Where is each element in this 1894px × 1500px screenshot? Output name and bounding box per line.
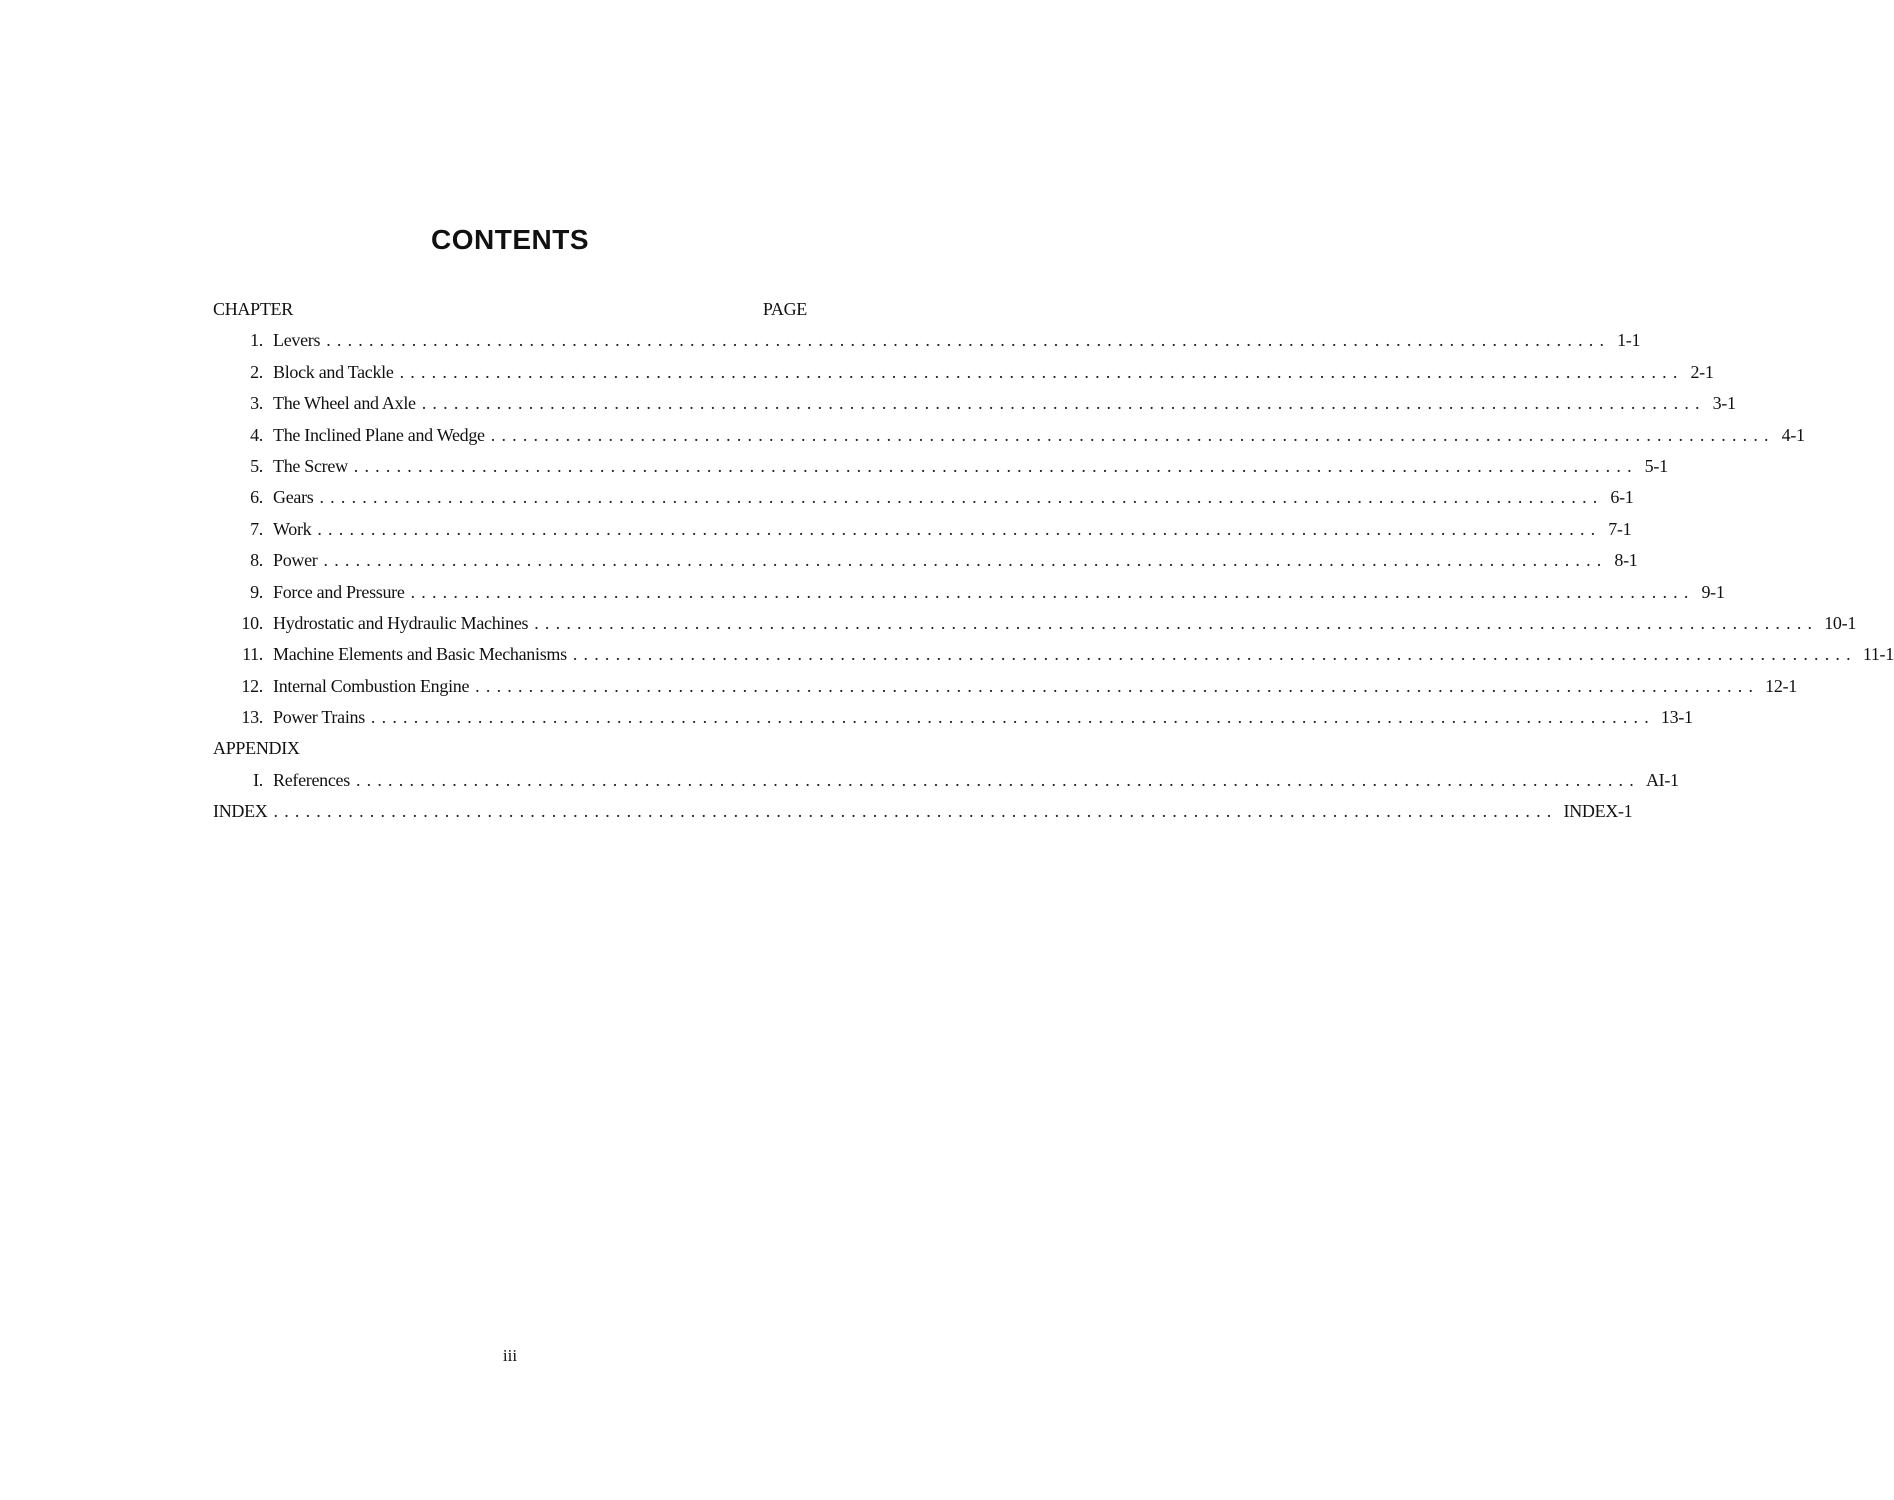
entry-title: Work: [273, 518, 312, 539]
index-label: INDEX: [213, 801, 268, 822]
entry-title: Levers: [273, 330, 321, 351]
dot-leader: ........................................................................................................................: [370, 707, 1655, 728]
page-column-header: PAGE: [762, 299, 807, 319]
entry-title: Power: [273, 550, 318, 571]
entry-page: 11-1: [1862, 644, 1894, 665]
index-entry[interactable]: [213, 796, 1633, 827]
dot-leader: ........................................................................................................................: [399, 361, 1684, 382]
entry-number: 9.: [250, 581, 263, 602]
toc-header-row: [213, 294, 807, 325]
dot-leader: ........................................................................................................................: [323, 550, 1608, 571]
page-title: CONTENTS: [431, 224, 589, 255]
entry-number: 10.: [241, 612, 263, 633]
entry-page: 1-1: [1617, 330, 1641, 351]
entry-title: The Screw: [273, 455, 348, 476]
entry-number: 1.: [250, 330, 263, 351]
appendix-label: APPENDIX: [213, 738, 300, 759]
toc-entry[interactable]: [213, 545, 1638, 576]
entry-title: The Wheel and Axle: [273, 393, 416, 414]
table-of-contents: [213, 294, 1894, 828]
toc-entry[interactable]: [213, 482, 1634, 513]
entry-page: AI-1: [1645, 769, 1679, 790]
entry-title: Power Trains: [273, 707, 365, 728]
entry-page: 13-1: [1660, 707, 1693, 728]
toc-entry[interactable]: [213, 608, 1857, 639]
entry-page: 10-1: [1824, 612, 1857, 633]
toc-entry[interactable]: [213, 325, 1641, 356]
entry-title: Hydrostatic and Hydraulic Machines: [273, 612, 529, 633]
dot-leader: ........................................................................................................................: [355, 769, 1640, 790]
entry-number: 11.: [242, 644, 263, 665]
entry-page: 3-1: [1712, 393, 1736, 414]
entry-title: Internal Combustion Engine: [273, 675, 470, 696]
entry-number: 2.: [250, 361, 263, 382]
entry-number: 3.: [250, 393, 263, 414]
entry-number: 6.: [250, 487, 263, 508]
toc-entry[interactable]: [213, 357, 1714, 388]
entry-title: Machine Elements and Basic Mechanisms: [273, 644, 567, 665]
entry-number: 13.: [241, 707, 263, 728]
dot-leader: ........................................................................................................................: [421, 393, 1706, 414]
dot-leader: ........................................................................................................................: [475, 675, 1760, 696]
toc-entry[interactable]: [213, 702, 1693, 733]
entry-number: 8.: [250, 550, 263, 571]
toc-entry[interactable]: [213, 388, 1736, 419]
dot-leader: ........................................................................................................................: [273, 801, 1558, 822]
dot-leader: ........................................................................................................................: [490, 424, 1775, 445]
entry-page: 6-1: [1610, 487, 1634, 508]
chapter-column-header: CHAPTER: [213, 299, 293, 319]
entry-number: I.: [253, 769, 263, 790]
entry-number: 5.: [250, 455, 263, 476]
entry-page: 4-1: [1781, 424, 1805, 445]
entry-number: 4.: [250, 424, 263, 445]
dot-leader: ........................................................................................................................: [353, 455, 1638, 476]
index-page: INDEX-1: [1563, 801, 1633, 822]
toc-entry[interactable]: [213, 671, 1797, 702]
entry-title: The Inclined Plane and Wedge: [273, 424, 485, 445]
entry-title: References: [273, 769, 350, 790]
toc-entry[interactable]: [213, 514, 1632, 545]
dot-leader: ........................................................................................................................: [326, 330, 1611, 351]
entry-number: 12.: [241, 675, 263, 696]
dot-leader: ........................................................................................................................: [319, 487, 1604, 508]
dot-leader: ........................................................................................................................: [317, 518, 1602, 539]
dot-leader: ........................................................................................................................: [534, 612, 1819, 633]
page-number: iii: [502, 1346, 518, 1365]
entry-title: Gears: [273, 487, 314, 508]
entry-page: 2-1: [1690, 361, 1714, 382]
dot-leader: ........................................................................................................................: [410, 581, 1695, 602]
entry-page: 12-1: [1765, 675, 1797, 696]
dot-leader: ........................................................................................................................: [572, 644, 1857, 665]
toc-entry[interactable]: [213, 451, 1668, 482]
toc-entry[interactable]: [213, 639, 1894, 670]
toc-entry[interactable]: [213, 765, 1679, 796]
entry-number: 7.: [250, 518, 263, 539]
toc-entry[interactable]: [213, 420, 1805, 451]
entry-title: Force and Pressure: [273, 581, 405, 602]
appendix-heading: [213, 733, 807, 764]
entry-page: 8-1: [1614, 550, 1638, 571]
chapter-list: [213, 325, 1894, 733]
entry-page: 5-1: [1644, 455, 1668, 476]
toc-entry[interactable]: [213, 577, 1725, 608]
entry-page: 9-1: [1701, 581, 1725, 602]
entry-page: 7-1: [1608, 518, 1632, 539]
entry-title: Block and Tackle: [273, 361, 394, 382]
